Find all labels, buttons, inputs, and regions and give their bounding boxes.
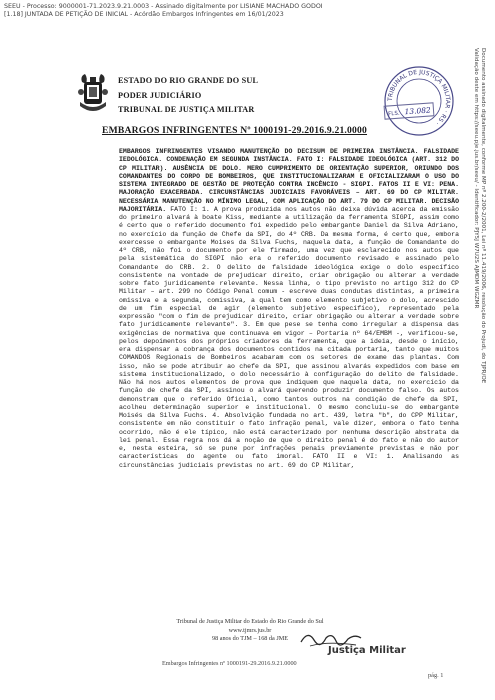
- document-header: [4, 3, 334, 19]
- footer-anniversary: 98 anos do TJM – 168 da JME: [211, 635, 289, 642]
- digital-signature-margin: [470, 48, 486, 388]
- state-name: ESTADO DO RIO GRANDE DO SUL: [118, 76, 259, 85]
- validation-notice: Validação deste em https://seeu.pje.jus.br/seeu/ - Identificador: PJY5J W7U2S AJMDM WGZMR: [472, 48, 479, 309]
- court-seal-stamp: [382, 64, 456, 138]
- header-process-line: SEEU - Processo: 9000001-71.2023.9.21.0003 - Assinado digitalmente por LISIANE MACHADO GODOI: [4, 3, 323, 10]
- ementa-header: EMBARGOS INFRINGENTES VISANDO MANUTENÇÃO DO DECISUM DE PRIMEIRA INSTÂNCIA. FALSIDADE IEDOLÓGICA. CONDENAÇÃO EM SEGUNDA INSTÂNCIA. FATO I: FALSIDADE IDEOLÓGICA (ART. 312 DO CP MILITAR). AUSÊNCIA DE DOLO. MERO CUMPRIMENTO DE ORIENTAÇÃO SUPERIOR, ORIUNDO DOS COMANDANTES DO CORPO DE BOMBEIROS, QUE INSTITUCIONALIZARAM E OFICIALIZARAM O USO DO SISTEMA INTEGRADO DE GESTÃO DE PROTEÇÃO CONTRA INCÊNCIO - SIGPI. FATOS II E VI: PENA. MAJORAÇÃO EXACERBADA. CIRCUNSTÂNCIAS JUDICIAIS FAVORÁVEIS – ART. 69 DO CP MILITAR. NECESSÁRIA MANUTENÇÃO NO MÍNIMO LEGAL, COM APLICAÇÃO DO ART. 79 DO CP MILITAR. DECISÃO MAJORITÁRIA.: [119, 148, 459, 213]
- state-coat-of-arms-icon: [76, 72, 110, 116]
- justica-militar-logo: Justiça Militar: [328, 645, 406, 656]
- folio-number: 13.082: [404, 105, 432, 117]
- page-number: pág. 1: [428, 672, 444, 679]
- judicial-power: PODER JUDICIÁRIO: [118, 90, 202, 100]
- document-title: EMBARGOS INFRINGENTES Nº 1000191-29.2016.9.21.0000: [102, 125, 368, 136]
- seal-ring-text: TRIBUNAL DE JUSTIÇA MILITAR · RS ·: [386, 68, 452, 127]
- signature-notice: Documento assinado digitalmente, conforme MP nº 2.200-2/2001, Lei nº 11.419/2006, resolução do Projudi, do TJPR/OE: [480, 48, 486, 384]
- ementa-text: [119, 148, 459, 470]
- footer-tribunal-line: Tribunal de Justiça Militar do Estado do Rio Grande do Sul: [176, 618, 324, 625]
- footer-case-reference: Embargos Infringentes nº 1000191-29.2016.9.21.0000: [162, 660, 297, 667]
- tribunal-name: TRIBUNAL DE JUSTIÇA MILITAR: [118, 105, 255, 114]
- header-petition-line: [1.18] JUNTADA DE PETIÇÃO DE INICIAL - Acórdão Embargos Infringentes em 16/01/2023: [4, 11, 284, 18]
- court-identification: [118, 74, 258, 118]
- footer-website: www.tjmrs.jus.br: [228, 626, 272, 634]
- ementa-body: FATO I: 1. A prova produzida nos autos não deixa dúvida acerca da emissão do primeiro alvará à boate Kiss, mediante a utilização da ferramenta SIGPI, assim como é certo que o referido documento foi expedido pelo embargante Daniel da Silva Adriano, no exercício da função de Chefe da SPI, do 4º CRB. Da mesma forma, é certo que, embora exercesse o embargante Moises da Silva Fuchs, naquela data, a função de Comandante do 4º CRB, não foi o documento por ele firmado, uma vez que esclarecido nos autos que pela sistemática do SIGPI não era o referido documento revisado e assinado pelo Comandante do CRB. 2. O delito de falsidade ideológica exige o dolo específico consistente na vontade de prejudicar direito, criar obrigação ou alterar a verdade sobre fato juridicamente relevante. Nessa linha, o tipo previsto no artigo 312 do CP Militar – art. 299 no Código Penal comum - escreve duas condutas distintas, a primeira omissiva e a segunda, comissiva, a qual tem como elemento subjetivo o dolo, acrescido de um fim especial de agir (elemento subjetivo específico), representado pela expressão "com o fim de prejudicar direito, criar obrigação ou alterar a verdade sobre fato juridicamente relevante". 3. Em que pese se tenha como irregular a dispensa das exigências de normativa que continuava em vigor – Portaria nº 64/EMBM -, verificou-se, pelos depoimentos dos próprios criadores da ferramenta, que a ideia, desde o início, era dispensar a cobrança dos documentos contidos na citada portaria, tanto que muitos COMANDOS Regionais de Bombeiros acabaram com os setores de exame das plantas. Com isso, não se pode atribuir ao chefe da SPI, que assinou alvarás expedidos com base em sistema institucionalizado, o dolo necessário à configuração do delito de falsidade. Não há nos autos elementos de prova que indiquem que naquela data, no exercício da função de chefe da SPI, assinou o alvará querendo produzir documento falso. Os autos demonstram que o referido Oficial, como tantos outros na condição de chefe da SPI, acolheu determinação superior e institucional. O mesmo concluiu-se do embargante Moisés da Silva Fuchs. 4. Absolvição fundada no art. 439, letra "b", do CPP Militar, consistente em não constituir o fato infração penal, vale dizer, embora o fato tenha ocorrido, não é ele típico, não está caracterizado por nenhuma descrição abstrata da lei penal. Essa regra nos dá a noção de que o direito penal é do fato e não do autor e, nesta esteira, só se pune por infrações penais previamente previstas e não por características do agente ou fato imoral. FATO II e VI: 1. Analisando as circunstâncias judiciais previstas no art. 69 do CP Militar,: [119, 205, 459, 469]
- folio-label: FLS.: [387, 110, 400, 118]
